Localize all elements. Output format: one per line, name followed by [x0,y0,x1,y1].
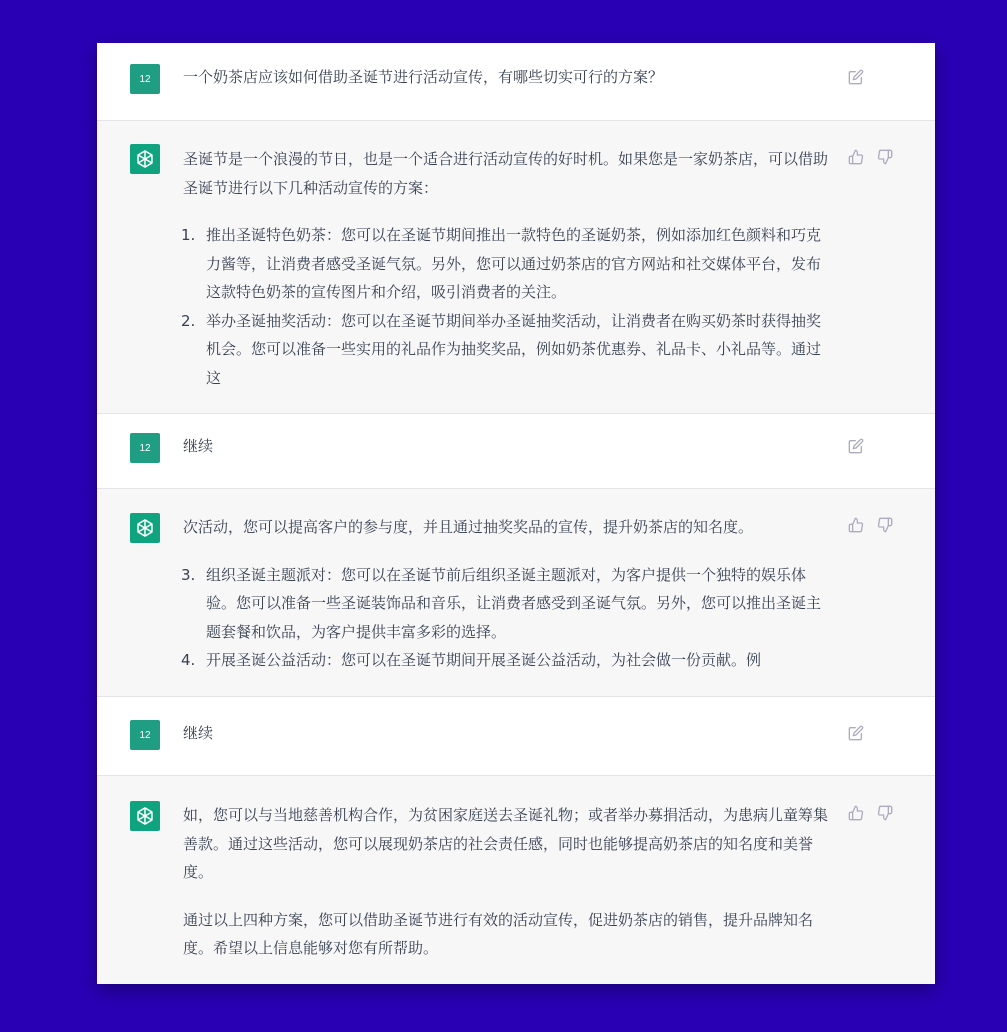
user-message [97,43,935,120]
chatgpt-logo-icon [130,513,160,543]
edit-icon[interactable] [848,69,864,85]
thumbs-down-icon[interactable] [877,517,893,533]
user-message-text: 继续 [183,437,214,455]
list-item [183,646,833,675]
list-number: 1. [181,226,196,244]
thumbs-up-icon[interactable] [848,805,864,821]
list-item-text: 推出圣诞特色奶茶：您可以在圣诞节期间推出一款特色的圣诞奶茶，例如添加红色颜料和巧克力酱等，让消费者感受圣诞气氛。另外，您可以通过奶茶店的官方网站和社交媒体平台，发布这款特色奶茶的宣传图片和介绍，吸引消费者的关注。 [206,226,822,301]
chatgpt-logo-icon [130,144,160,174]
list-item [183,561,833,647]
paragraph: 如，您可以与当地慈善机构合作，为贫困家庭送去圣诞礼物；或者举办募捐活动，为患病儿童筹集善款。通过这些活动，您可以展现奶茶店的社会责任感，同时也能够提高奶茶店的知名度和美誉度。 [183,806,829,881]
thumbs-up-icon[interactable] [848,517,864,533]
numbered-list [183,221,833,392]
user-message-text: 继续 [183,724,214,742]
user-avatar [130,433,160,463]
message-actions [848,725,864,741]
edit-icon[interactable] [848,725,864,741]
user-avatar-label: 12 [139,442,151,454]
edit-icon[interactable] [848,438,864,454]
message-actions [848,149,893,165]
thumbs-down-icon[interactable] [877,805,893,821]
message-actions [848,805,893,821]
user-avatar [130,64,160,94]
thumbs-down-icon[interactable] [877,149,893,165]
message-actions [848,69,864,85]
chat-panel [97,43,935,984]
thumbs-up-icon[interactable] [848,149,864,165]
list-item-text: 举办圣诞抽奖活动：您可以在圣诞节期间举办圣诞抽奖活动，让消费者在购买奶茶时获得抽奖机会。您可以准备一些实用的礼品作为抽奖奖品，例如奶茶优惠券、礼品卡、小礼品等。通过这 [206,311,822,387]
list-item-text: 开展圣诞公益活动：您可以在圣诞节期间开展圣诞公益活动，为社会做一份贡献。例 [206,651,762,669]
user-message [97,696,935,775]
user-message-text: 一个奶茶店应该如何借助圣诞节进行活动宣传，有哪些切实可行的方案？ [183,68,664,86]
assistant-message-text [183,145,833,392]
list-item [183,307,833,393]
message-actions [848,517,893,533]
list-item [183,221,833,307]
list-number: 4. [181,651,196,669]
user-avatar [130,720,160,750]
message-actions [848,438,864,454]
paragraph: 通过以上四种方案，您可以借助圣诞节进行有效的活动宣传，促进奶茶店的销售，提升品牌知名度。希望以上信息能够对您有所帮助。 [183,910,814,957]
assistant-message [97,488,935,696]
assistant-message-text [183,801,833,963]
list-number: 3. [181,565,196,584]
user-message [97,413,935,488]
user-avatar-label: 12 [139,73,151,85]
assistant-message [97,775,935,984]
user-avatar-label: 12 [139,729,151,741]
list-number: 2. [181,311,196,330]
chatgpt-logo-icon [130,801,160,831]
list-item-text: 组织圣诞主题派对：您可以在圣诞节前后组织圣诞主题派对，为客户提供一个独特的娱乐体验。您可以准备一些圣诞装饰品和音乐，让消费者感受到圣诞气氛。另外，您可以推出圣诞主题套餐和饮品，为客户提供丰富多彩的选择。 [206,565,822,641]
assistant-message [97,120,935,413]
paragraph: 圣诞节是一个浪漫的节日，也是一个适合进行活动宣传的好时机。如果您是一家奶茶店，可以借助圣诞节进行以下几种活动宣传的方案： [183,150,829,197]
numbered-list [183,561,833,675]
assistant-message-text [183,513,833,675]
paragraph: 次活动，您可以提高客户的参与度，并且通过抽奖奖品的宣传，提升奶茶店的知名度。 [183,518,754,536]
